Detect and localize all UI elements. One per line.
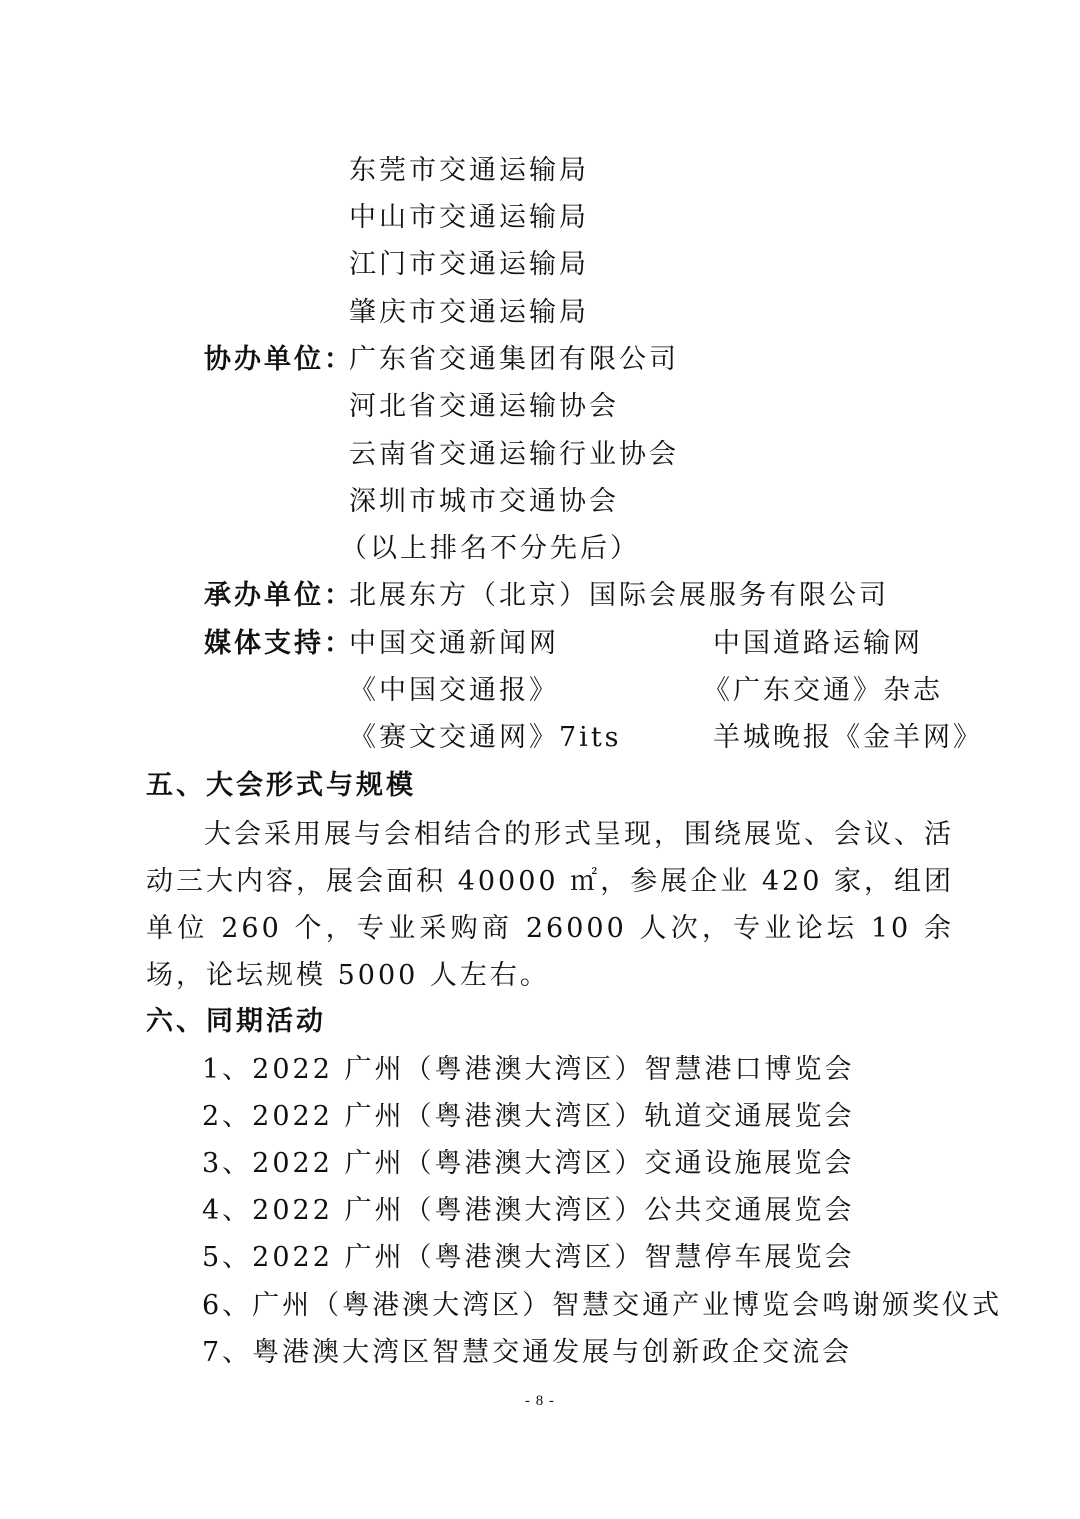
assist-unit-item: 广东省交通集团有限公司 [349, 344, 679, 375]
ranking-note: （以上排名不分先后） [340, 533, 640, 564]
media-item-right: 羊城晚报《金羊网》 [713, 722, 983, 753]
section-5-paragraph: 大会采用展与会相结合的形式呈现，围绕展览、会议、活动三大内容，展会面积 40000 ㎡，参展企业 420 家，组团单位 260 个，专业采购商 26000 人次，专业论坛 10 余场，论坛规模 5000 人左右。 [146, 819, 954, 991]
media-item-right: 《广东交通》杂志 [703, 675, 943, 706]
assist-unit-item: 深圳市城市交通协会 [349, 486, 619, 517]
cohost-unit-item: 江门市交通运输局 [349, 249, 589, 280]
cohost-unit-item: 肇庆市交通运输局 [349, 297, 589, 328]
media-item-left: 《中国交通报》 [349, 675, 559, 706]
activity-item: 3、2022 广州（粤港澳大湾区）交通设施展览会 [202, 1148, 855, 1179]
media-item-right: 中国道路运输网 [713, 628, 923, 659]
assist-unit-item: 云南省交通运输行业协会 [349, 439, 679, 470]
media-item-left: 《赛文交通网》7its [349, 722, 622, 753]
media-support-label: 媒体支持： [204, 628, 354, 659]
page-number: - 8 - [525, 1393, 555, 1409]
activity-item: 5、2022 广州（粤港澳大湾区）智慧停车展览会 [202, 1242, 855, 1273]
media-item-left: 中国交通新闻网 [349, 628, 559, 659]
cohost-unit-item: 东莞市交通运输局 [349, 155, 589, 186]
cohost-unit-item: 中山市交通运输局 [349, 202, 589, 233]
activity-item: 2、2022 广州（粤港澳大湾区）轨道交通展览会 [202, 1101, 855, 1132]
section-heading-5: 五、大会形式与规模 [146, 770, 416, 801]
activity-item: 1、2022 广州（粤港澳大湾区）智慧港口博览会 [202, 1054, 855, 1085]
assist-units-label: 协办单位： [204, 344, 354, 375]
activity-item: 7、粤港澳大湾区智慧交通发展与创新政企交流会 [202, 1337, 853, 1368]
activity-item: 6、广州（粤港澳大湾区）智慧交通产业博览会鸣谢颁奖仪式 [202, 1290, 1003, 1321]
organizer-value: 北展东方（北京）国际会展服务有限公司 [349, 580, 889, 611]
assist-unit-item: 河北省交通运输协会 [349, 391, 619, 422]
section-heading-6: 六、同期活动 [146, 1006, 326, 1037]
activity-item: 4、2022 广州（粤港澳大湾区）公共交通展览会 [202, 1195, 855, 1226]
organizer-label: 承办单位： [204, 580, 354, 611]
